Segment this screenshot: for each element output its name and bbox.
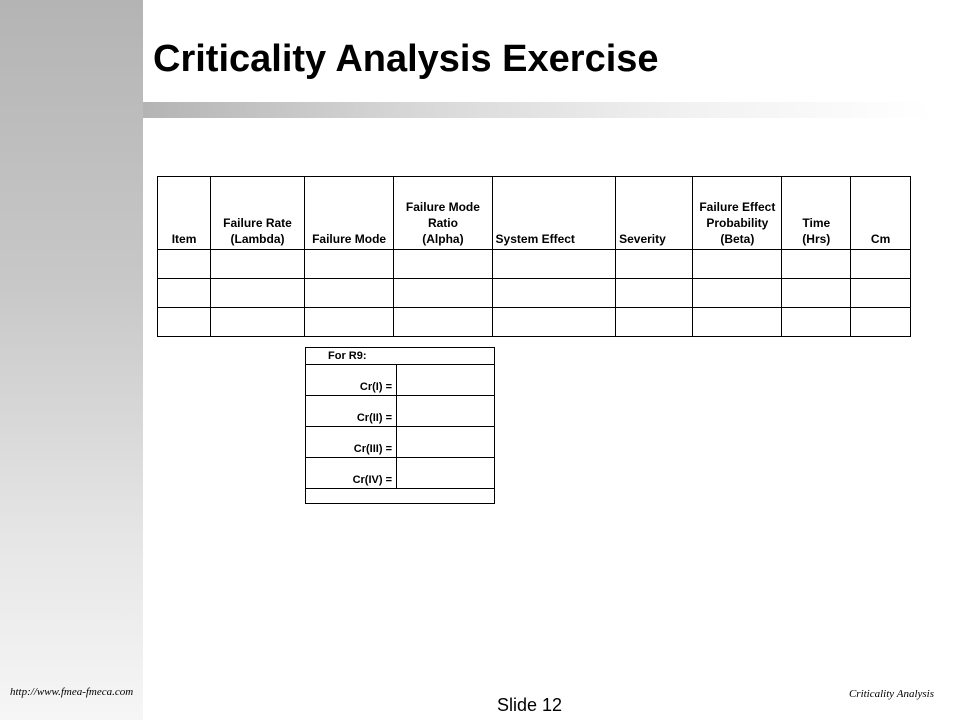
left-sidebar-gradient [0, 0, 143, 720]
table-row [158, 308, 911, 337]
criticality-worksheet-table [157, 176, 911, 337]
table-cell [394, 279, 492, 308]
col-header-time: Time (Hrs) [782, 177, 851, 250]
table-cell [492, 250, 616, 279]
cr-i-value [397, 365, 495, 396]
cr-iii-value [397, 427, 495, 458]
cr-iv-value [397, 458, 495, 489]
table-cell [211, 308, 305, 337]
col-header-cm: Cm [851, 177, 911, 250]
title-underline-gradient [143, 102, 933, 118]
r9-footer-cell [306, 489, 495, 504]
col-header-failure-rate: Failure Rate (Lambda) [211, 177, 305, 250]
table-row [306, 396, 495, 427]
table-row [158, 250, 911, 279]
table-cell [782, 279, 851, 308]
col-header-failure-effect-probability: Failure Effect Probability (Beta) [693, 177, 782, 250]
col-header-item: Item [158, 177, 211, 250]
table-cell [304, 279, 393, 308]
table-cell [492, 308, 616, 337]
table-cell [782, 250, 851, 279]
cr-ii-label: Cr(II) = [306, 396, 397, 427]
cr-i-label: Cr(I) = [306, 365, 397, 396]
table-cell [851, 279, 911, 308]
r9-heading: For R9: [306, 348, 495, 365]
table-row [306, 458, 495, 489]
col-header-system-effect: System Effect [492, 177, 616, 250]
col-header-failure-mode: Failure Mode [304, 177, 393, 250]
table-cell [304, 308, 393, 337]
table-cell [693, 279, 782, 308]
table-cell [851, 308, 911, 337]
table-cell [616, 279, 693, 308]
table-cell [394, 250, 492, 279]
col-header-severity: Severity [616, 177, 693, 250]
table-cell [158, 279, 211, 308]
table-cell [158, 250, 211, 279]
table-cell [693, 308, 782, 337]
table-cell [616, 250, 693, 279]
table-cell [211, 279, 305, 308]
r9-heading-row [306, 348, 495, 365]
table-cell [304, 250, 393, 279]
footer-url: http://www.fmea-fmeca.com [10, 686, 134, 698]
footer-topic: Criticality Analysis [848, 688, 934, 700]
cr-iii-label: Cr(III) = [306, 427, 397, 458]
table-cell [782, 308, 851, 337]
cr-ii-value [397, 396, 495, 427]
r9-footer-row [306, 489, 495, 504]
table-cell [616, 308, 693, 337]
table-row [306, 427, 495, 458]
table-cell [211, 250, 305, 279]
table-header-row [158, 177, 911, 250]
cr-iv-label: Cr(IV) = [306, 458, 397, 489]
slide-title: Criticality Analysis Exercise [153, 38, 659, 80]
table-cell [158, 308, 211, 337]
slide-number: Slide 12 [497, 695, 563, 715]
r9-criticality-table [305, 347, 495, 504]
col-header-failure-mode-ratio: Failure Mode Ratio (Alpha) [394, 177, 492, 250]
table-cell [394, 308, 492, 337]
table-cell [851, 250, 911, 279]
table-cell [492, 279, 616, 308]
table-row [158, 279, 911, 308]
table-row [306, 365, 495, 396]
table-cell [693, 250, 782, 279]
